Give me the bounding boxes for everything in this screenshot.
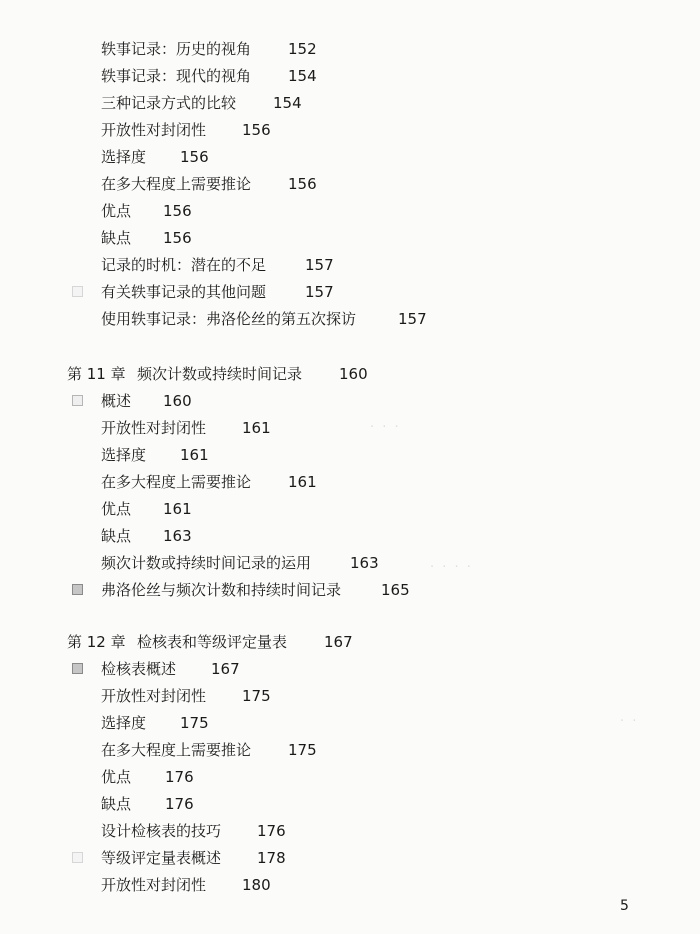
toc-entry-title: 概述 bbox=[101, 392, 132, 410]
checkbox-icon bbox=[72, 286, 83, 297]
toc-entry-title: 开放性对封闭性 bbox=[101, 876, 207, 894]
toc-entry-title: 开放性对封闭性 bbox=[101, 419, 207, 437]
bleed-through-3: · · bbox=[620, 714, 639, 729]
chapter-label: 第 12 章 bbox=[67, 633, 126, 651]
checkbox-icon bbox=[72, 584, 83, 595]
toc-entry-page: 156 bbox=[288, 175, 317, 193]
toc-entry-page: 165 bbox=[381, 581, 410, 599]
toc-entry-title: 优点 bbox=[101, 768, 132, 786]
toc-entry-title: 弗洛伦丝与频次计数和持续时间记录 bbox=[101, 581, 342, 599]
checkbox-icon bbox=[72, 395, 83, 406]
toc-entry-page: 157 bbox=[305, 283, 334, 301]
checkbox-icon bbox=[72, 852, 83, 863]
toc-entry-title: 开放性对封闭性 bbox=[101, 121, 207, 139]
toc-entry-title: 设计检核表的技巧 bbox=[101, 822, 222, 840]
chapter-page: 167 bbox=[324, 633, 353, 651]
toc-entry-page: 176 bbox=[165, 768, 194, 786]
toc-entry-page: 161 bbox=[180, 446, 209, 464]
toc-entry-page: 180 bbox=[242, 876, 271, 894]
toc-entry-page: 161 bbox=[242, 419, 271, 437]
checkbox-icon bbox=[72, 663, 83, 674]
chapter-label: 第 11 章 bbox=[67, 365, 126, 383]
toc-entry-page: 176 bbox=[165, 795, 194, 813]
chapter-title: 频次计数或持续时间记录 bbox=[137, 365, 303, 383]
page-number: 5 bbox=[620, 898, 629, 914]
toc-entry-page: 152 bbox=[288, 40, 317, 58]
toc-entry-title: 缺点 bbox=[101, 229, 132, 247]
toc-entry-title: 在多大程度上需要推论 bbox=[101, 175, 252, 193]
toc-entry-page: 154 bbox=[288, 67, 317, 85]
toc-entry-title: 检核表概述 bbox=[101, 660, 177, 678]
toc-entry-title: 缺点 bbox=[101, 527, 132, 545]
bleed-through-2: · · · · bbox=[430, 560, 473, 575]
toc-entry-page: 156 bbox=[163, 202, 192, 220]
toc-entry-title: 在多大程度上需要推论 bbox=[101, 473, 252, 491]
toc-entry-page: 175 bbox=[180, 714, 209, 732]
toc-entry-page: 160 bbox=[163, 392, 192, 410]
toc-entry-page: 163 bbox=[350, 554, 379, 572]
toc-entry-title: 缺点 bbox=[101, 795, 132, 813]
toc-entry-page: 161 bbox=[163, 500, 192, 518]
toc-entry-title: 选择度 bbox=[101, 714, 147, 732]
toc-entry-page: 175 bbox=[242, 687, 271, 705]
toc-entry-title: 记录的时机：潜在的不足 bbox=[101, 256, 267, 274]
chapter-title: 检核表和等级评定量表 bbox=[137, 633, 288, 651]
toc-entry-page: 175 bbox=[288, 741, 317, 759]
toc-entry-page: 157 bbox=[305, 256, 334, 274]
toc-entry-title: 频次计数或持续时间记录的运用 bbox=[101, 554, 312, 572]
chapter-page: 160 bbox=[339, 365, 368, 383]
toc-entry-page: 161 bbox=[288, 473, 317, 491]
toc-entry-title: 轶事记录：现代的视角 bbox=[101, 67, 252, 85]
toc-entry-page: 176 bbox=[257, 822, 286, 840]
toc-entry-title: 在多大程度上需要推论 bbox=[101, 741, 252, 759]
toc-entry-page: 163 bbox=[163, 527, 192, 545]
toc-entry-page: 178 bbox=[257, 849, 286, 867]
toc-entry-page: 156 bbox=[180, 148, 209, 166]
toc-entry-title: 有关轶事记录的其他问题 bbox=[101, 283, 267, 301]
toc-entry-title: 三种记录方式的比较 bbox=[101, 94, 237, 112]
toc-entry-title: 开放性对封闭性 bbox=[101, 687, 207, 705]
toc-entry-title: 使用轶事记录：弗洛伦丝的第五次探访 bbox=[101, 310, 357, 328]
toc-entry-page: 167 bbox=[211, 660, 240, 678]
toc-entry-page: 154 bbox=[273, 94, 302, 112]
toc-entry-page: 156 bbox=[242, 121, 271, 139]
toc-entry-title: 轶事记录：历史的视角 bbox=[101, 40, 252, 58]
toc-entry-title: 等级评定量表概述 bbox=[101, 849, 222, 867]
toc-entry-page: 157 bbox=[398, 310, 427, 328]
bleed-through-1: · · · bbox=[370, 420, 401, 435]
toc-entry-title: 选择度 bbox=[101, 446, 147, 464]
toc-entry-title: 优点 bbox=[101, 202, 132, 220]
toc-entry-title: 优点 bbox=[101, 500, 132, 518]
toc-entry-page: 156 bbox=[163, 229, 192, 247]
toc-entry-title: 选择度 bbox=[101, 148, 147, 166]
